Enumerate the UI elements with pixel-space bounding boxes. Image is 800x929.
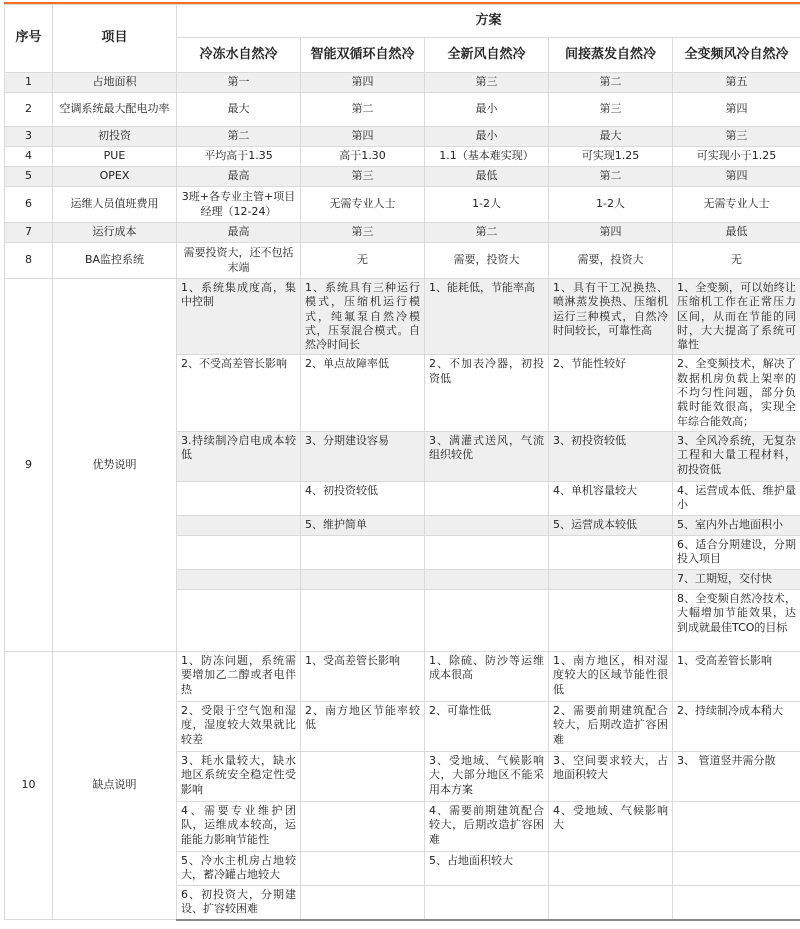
advantage-row: [5, 279, 800, 355]
advantage-cell: 5、室内外占地面积小: [673, 515, 800, 535]
row-cell: 第四: [301, 127, 425, 147]
row-cell: 第三: [301, 223, 425, 243]
row-cell: 第三: [549, 93, 673, 127]
disadvantage-cell: [425, 885, 549, 919]
row-cell: 第一: [177, 73, 301, 93]
advantage-cell: 4、初投资较低: [301, 481, 425, 515]
table-row: [5, 73, 800, 93]
disadvantage-cell: 4、需要前期建筑配合较大，后期改造扩容困难: [425, 801, 549, 851]
advantage-cell: 3、满灌式送风，气流组织较优: [425, 431, 549, 481]
advantage-cell: [425, 535, 549, 569]
row-cell: 1-2人: [549, 187, 673, 223]
row-cell: 高于1.30: [301, 147, 425, 167]
advantage-cell: [425, 515, 549, 535]
advantage-cell: 2、单点故障率低: [301, 355, 425, 431]
advantage-cell: 2、不受高差管长影响: [177, 355, 301, 431]
advantage-cell: [177, 481, 301, 515]
disadvantage-cell: [301, 885, 425, 919]
disadvantage-cell: 6、初投资大，分期建设、扩容较困难: [177, 885, 301, 919]
advantage-cell: [425, 589, 549, 651]
row-cell: 第四: [673, 93, 800, 127]
advantage-cell: 8、全变频自然冷技术，大幅增加节能效果，达到成就最佳TCO的目标: [673, 589, 800, 651]
advantage-cell: [425, 569, 549, 589]
disadvantage-cell: 1、受高差管长影响: [301, 651, 425, 701]
disadvantage-cell: 1、南方地区，相对湿度较大的区域节能性很低: [549, 651, 673, 701]
header-plan: 方案: [177, 5, 800, 38]
table-row: [5, 187, 800, 223]
advantage-cell: [549, 569, 673, 589]
header-scheme-2: 智能双循环自然冷: [301, 38, 425, 73]
advantage-cell: 1、全变频，可以始终让压缩机工作在正常压力区间，从而在节能的同时，大大提高了系统可靠性: [673, 279, 800, 355]
header-seq: 序号: [5, 5, 53, 73]
advantage-cell: 5、维护简单: [301, 515, 425, 535]
advantage-cell: 1、系统集成度高，集中控制: [177, 279, 301, 355]
advantage-cell: 2、全变频技术，解决了数据机房负载上架率的不均匀性问题，部分负载时能效很高，实现全年综合能效高；: [673, 355, 800, 431]
row-cell: 可实现小于1.25: [673, 147, 800, 167]
header-row-1: [5, 5, 800, 38]
advantages-label: 优势说明: [53, 279, 177, 652]
advantage-cell: 2、节能性较好: [549, 355, 673, 431]
disadvantage-cell: [673, 801, 800, 851]
advantage-cell: [177, 589, 301, 651]
row-cell: 第二: [425, 223, 549, 243]
disadvantage-cell: 5、冷水主机房占地较大，蓄冷罐占地较大: [177, 851, 301, 885]
row-item: 运维人员值班费用: [53, 187, 177, 223]
header-scheme-1: 冷冻水自然冷: [177, 38, 301, 73]
advantage-cell: 7、工期短，交付快: [673, 569, 800, 589]
row-cell: 无需专业人士: [673, 187, 800, 223]
row-cell: 需要投资大，还不包括末端: [177, 243, 301, 279]
table-row: [5, 127, 800, 147]
disadvantage-cell: [301, 751, 425, 801]
row-cell: 可实现1.25: [549, 147, 673, 167]
disadvantage-cell: [673, 885, 800, 919]
header-scheme-5: 全变频风冷自然冷: [673, 38, 800, 73]
advantages-number: 9: [5, 279, 53, 652]
row-cell: 第三: [425, 73, 549, 93]
advantage-cell: 3、全风冷系统，无复杂工程和大量工程材料，初投资低: [673, 431, 800, 481]
row-cell: 第四: [673, 167, 800, 187]
advantage-cell: [301, 535, 425, 569]
table-row: [5, 223, 800, 243]
advantage-cell: [301, 589, 425, 651]
row-item: 运行成本: [53, 223, 177, 243]
row-cell: 需要，投资大: [549, 243, 673, 279]
disadvantage-cell: 2、可靠性低: [425, 701, 549, 751]
disadvantage-cell: 2、受限于空气饱和湿度，湿度较大效果就比较差: [177, 701, 301, 751]
cooling-scheme-comparison-table: [4, 4, 800, 921]
advantage-cell: 3、分期建设容易: [301, 431, 425, 481]
disadvantage-cell: 3、空间要求较大，占地面积较大: [549, 751, 673, 801]
advantage-cell: [549, 535, 673, 569]
row-cell: 无: [673, 243, 800, 279]
row-cell: 需要，投资大: [425, 243, 549, 279]
disadvantage-cell: 4、需要专业维护团队，运维成本较高，运能能力影响节能性: [177, 801, 301, 851]
header-scheme-4: 间接蒸发自然冷: [549, 38, 673, 73]
table-row: [5, 167, 800, 187]
row-cell: 1-2人: [425, 187, 549, 223]
row-cell: 第二: [177, 127, 301, 147]
advantage-cell: [425, 481, 549, 515]
advantage-cell: 3、初投资较低: [549, 431, 673, 481]
row-cell: 最小: [425, 127, 549, 147]
row-cell: 1.1（基本难实现）: [425, 147, 549, 167]
disadvantage-cell: 2、需要前期建筑配合较大，后期改造扩容困难: [549, 701, 673, 751]
disadvantage-cell: 2、持续制冷成本稍大: [673, 701, 800, 751]
row-cell: 最低: [425, 167, 549, 187]
advantage-cell: 4、单机容量较大: [549, 481, 673, 515]
row-cell: 第二: [549, 73, 673, 93]
header-scheme-3: 全新风自然冷: [425, 38, 549, 73]
row-cell: 无需专业人士: [301, 187, 425, 223]
advantage-cell: 5、运营成本较低: [549, 515, 673, 535]
table-row: [5, 243, 800, 279]
row-item: 初投资: [53, 127, 177, 147]
row-item: 空调系统最大配电功率: [53, 93, 177, 127]
advantage-cell: 6、适合分期建设，分期投入项目: [673, 535, 800, 569]
disadvantage-cell: 1、受高差管长影响: [673, 651, 800, 701]
disadvantage-cell: 3、受地域、气候影响大，大部分地区不能采用本方案: [425, 751, 549, 801]
disadvantage-cell: [301, 801, 425, 851]
disadvantage-cell: 4、受地域、气候影响大: [549, 801, 673, 851]
row-cell: 最高: [177, 167, 301, 187]
advantage-cell: 3.持续制冷启电成本较低: [177, 431, 301, 481]
row-cell: 平均高于1.35: [177, 147, 301, 167]
disadvantage-cell: 5、占地面积较大: [425, 851, 549, 885]
disadvantage-cell: 1、防冻问题，系统需要增加乙二醇或者电伴热: [177, 651, 301, 701]
row-cell: 最大: [549, 127, 673, 147]
row-item: BA监控系统: [53, 243, 177, 279]
disadvantage-cell: [549, 885, 673, 919]
row-cell: 第四: [301, 73, 425, 93]
advantage-cell: [177, 515, 301, 535]
advantage-cell: [177, 535, 301, 569]
advantage-cell: 1、系统具有三种运行模式，压缩机运行模式，纯氟泵自然冷模式，压泵混合模式。自然冷时间长: [301, 279, 425, 355]
row-item: PUE: [53, 147, 177, 167]
row-cell: 最低: [673, 223, 800, 243]
table-row: [5, 147, 800, 167]
row-number: 6: [5, 187, 53, 223]
row-cell: 第二: [549, 167, 673, 187]
advantage-cell: 2、不加表冷器，初投资低: [425, 355, 549, 431]
row-number: 1: [5, 73, 53, 93]
advantage-cell: [549, 589, 673, 651]
disadvantage-cell: 3、 管道竖井需分散: [673, 751, 800, 801]
row-cell: 第四: [549, 223, 673, 243]
row-number: 3: [5, 127, 53, 147]
disadvantage-row: [5, 651, 800, 701]
row-cell: 无: [301, 243, 425, 279]
row-number: 8: [5, 243, 53, 279]
advantage-cell: [177, 569, 301, 589]
disadvantage-cell: 1、除硫、防沙等运维成本很高: [425, 651, 549, 701]
advantage-cell: [301, 569, 425, 589]
row-cell: 第五: [673, 73, 800, 93]
table-row: [5, 93, 800, 127]
row-cell: 最大: [177, 93, 301, 127]
disadvantage-cell: 3、耗水量较大，缺水地区系统安全稳定性受影响: [177, 751, 301, 801]
row-cell: 最高: [177, 223, 301, 243]
advantage-cell: 4、运营成本低、维护量小: [673, 481, 800, 515]
advantage-cell: 1、能耗低，节能率高: [425, 279, 549, 355]
row-number: 4: [5, 147, 53, 167]
row-item: OPEX: [53, 167, 177, 187]
row-cell: 第三: [301, 167, 425, 187]
advantage-cell: 1、具有干工况换热、喷淋蒸发换热、压缩机运行三种模式，自然冷时间较长，可靠性高: [549, 279, 673, 355]
disadvantage-cell: 2、南方地区节能率较低: [301, 701, 425, 751]
disadvantages-label: 缺点说明: [53, 651, 177, 919]
disadvantage-cell: [673, 851, 800, 885]
row-cell: 3班+各专业主管+项目经理（12-24）: [177, 187, 301, 223]
disadvantage-cell: [549, 851, 673, 885]
disadvantages-number: 10: [5, 651, 53, 919]
row-cell: 第二: [301, 93, 425, 127]
header-item: 项目: [53, 5, 177, 73]
row-number: 5: [5, 167, 53, 187]
disadvantage-cell: [301, 851, 425, 885]
row-cell: 第三: [673, 127, 800, 147]
row-cell: 最小: [425, 93, 549, 127]
row-number: 2: [5, 93, 53, 127]
row-item: 占地面积: [53, 73, 177, 93]
row-number: 7: [5, 223, 53, 243]
